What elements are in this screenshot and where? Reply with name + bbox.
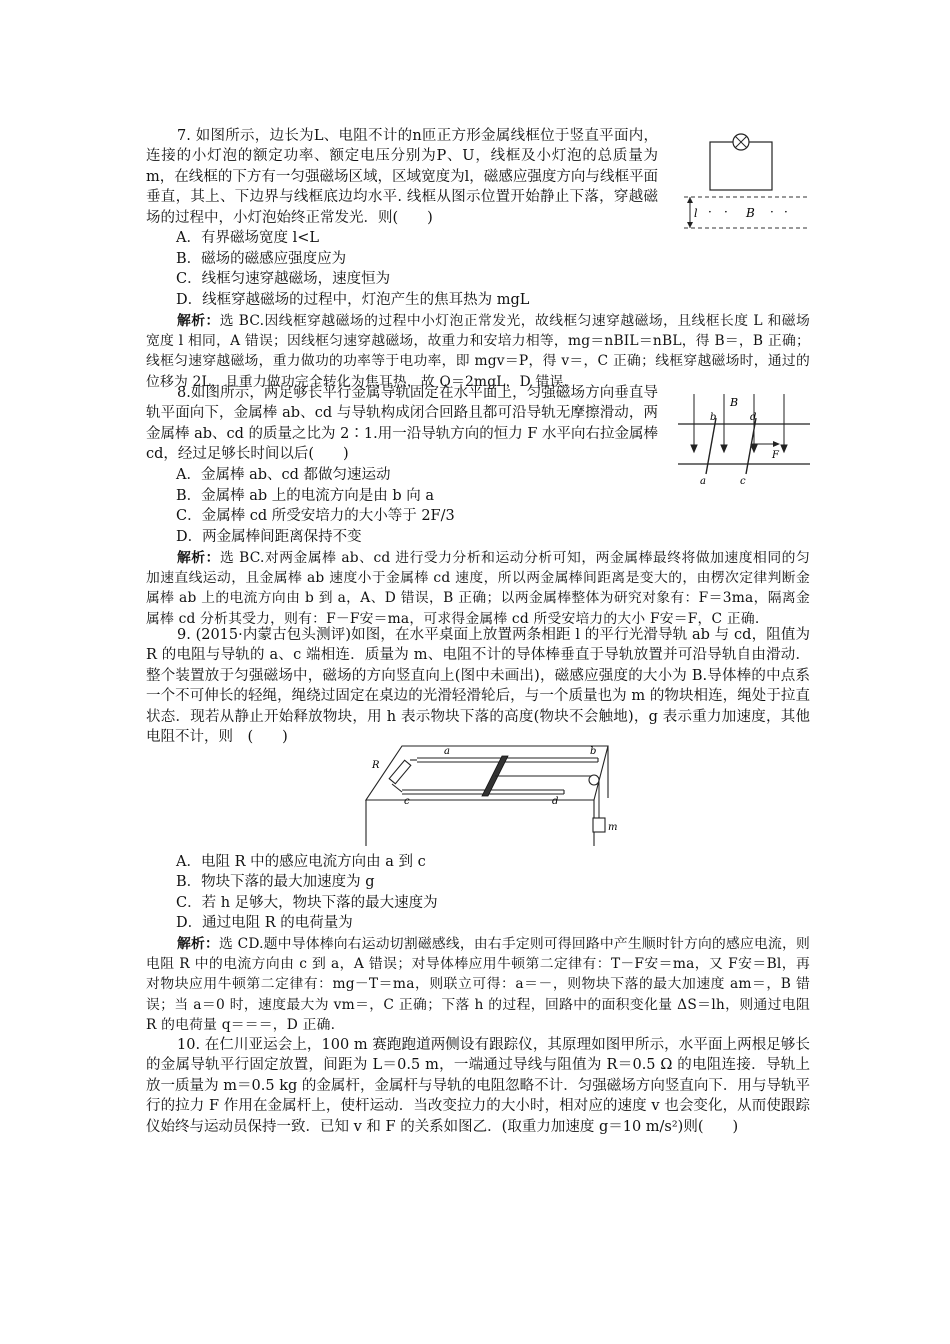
q7-option-d: D．线框穿越磁场的过程中，灯泡产生的焦耳热为 mgL [176,292,530,308]
svg-text:·: · [784,205,788,219]
q9-fig-R-label: R [372,760,380,771]
q8-fig-d-label: d [750,412,757,423]
q9-option-b: B．物块下落的最大加速度为 g [176,874,375,890]
q7-figure [680,126,810,238]
q8-fig-c-label: c [740,476,746,487]
q9-figure [362,738,628,850]
q8-option-d: D．两金属棒间距离保持不变 [176,529,362,545]
q8-fig-b-label: b [710,412,717,423]
q8-analysis-text: 选 BC.对两金属棒 ab、cd 进行受力分析和运动分析可知，两金属棒最终将做加速度相同的匀加速直线运动，且金属棒 ab 速度小于金属棒 cd 速度，所以两金属棒间距离是变大的，由楞次定律判断金属棒 ab 上的电流方向由 b 到 a，A、D 错误，B 正确；以两金属棒整体为研究对象有：F＝3ma，隔离金属棒 cd 分析其受力，则有：F－F安＝ma，可求得金属棒 cd 所受安培力的大小 F安＝F，C 正确. [146,550,810,627]
q10-stem: 10. 在仁川亚运会上，100 m 赛跑跑道两侧设有跟踪仪，其原理如图甲所示，水平面上两根足够长的金属导轨平行固定放置，间距为 L＝0.5 m，一端通过导线与阻值为 R＝0.5 Ω 的电阻连接．导轨上放一质量为 m＝0.5 kg 的金属杆，金属杆与导轨的电阻忽略不计．匀强磁场方向竖直向下．用与导轨平行的拉力 F 作用在金属杆上，使杆运动．当改变拉力的大小时，相对应的速度 v 也会变化，从而使跟踪仪始终与运动员保持一致．已知 v 和 F 的关系如图乙．(取重力加速度 g＝10 m/s²)则( ) [146,1037,810,1135]
q7-option-a: A．有界磁场宽度 l<L [176,230,319,246]
q8-fig-a-label: a [700,476,706,487]
q9-fig-b-label: b [590,746,597,757]
q9-stem: 9. (2015·内蒙古包头测评)如图，在水平桌面上放置两条相距 l 的平行光滑导轨 ab 与 cd，阻值为 R 的电阻与导轨的 a、c 端相连．质量为 m、电阻不计的导体棒垂直于导轨放置并可沿导轨自由滑动．整个装置放于匀强磁场中，磁场的方向竖直向上(图中未画出)，磁感应强度的大小为 B.导体棒的中点系一个不可伸长的轻绳，绳绕过固定在桌边的光滑轻滑轮后，与一个质量也为 m 的物块相连，绳处于拉直状态．现若从静止开始释放物块，用 h 表示物块下落的高度(物块不会触地)，g 表示重力加速度，其他电阻不计，则 ( ) [146,627,810,746]
q7-analysis-text: 选 BC.因线框穿越磁场的过程中小灯泡正常发光，故线框匀速穿越磁场，且线框长度 L 和磁场宽度 l 相同，A 错误；因线框匀速穿越磁场，故重力和安培力相等，mg＝nBIL＝nBL，得 B＝，B 正确；线框匀速穿越磁场，重力做功的功率等于电功率，即 mgv＝P，得 v＝，C 正确；线框穿越磁场时，通过的位移为 2L，且重力做功完全转化为焦耳热，故 Q＝2mgL，D 错误. [146,313,810,390]
q7-stem: 7. 如图所示，边长为L、电阻不计的n匝正方形金属线框位于竖直平面内，连接的小灯泡的额定功率、额定电压分别为P、U，线框及小灯泡的总质量为m，在线框的下方有一匀强磁场区域，区域宽度为l，磁感应强度方向与线框平面垂直，其上、下边界与线框底边均水平. 线框从图示位置开始静止下落，穿越磁场的过程中，小灯泡始终正常发光．则( ) [146,128,658,226]
q9-fig-d-label: d [552,796,559,807]
q9-fig-a-label: a [444,746,450,757]
q8-fig-F-label: F [772,450,779,461]
q8-analysis [146,548,810,629]
q9-fig-c-label: c [404,796,410,807]
q8-stem: 8.如图所示，两足够长平行金属导轨固定在水平面上，匀强磁场方向垂直导轨平面向下，金属棒 ab、cd 与导轨构成闭合回路且都可沿导轨无摩擦滑动，两金属棒 ab、cd 的质量之比为 2∶1.用一沿导轨方向的恒力 F 水平向右拉金属棒 cd，经过足够长时间以后( ) [146,385,658,463]
q8-fig-B-label: B [730,396,739,409]
q9-analysis-text: 选 CD.题中导体棒向右运动切割磁感线，由右手定则可得回路中产生顺时针方向的感应电流，则电阻 R 中的电流方向由 c 到 a，A 错误；对导体棒应用牛顿第二定律有：T－F安＝ma，又 F安＝Bl，再对物块应用牛顿第二定律有：mg－T＝ma，则联立可得：a＝－，则物块下落的最大加速度 am＝，B 错误；当 a＝0 时，速度最大为 vm＝，C 正确；下落 h 的过程，回路中的面积变化量 ΔS＝lh，则通过电阻 R 的电荷量 q＝＝＝，D 正确. [146,936,810,1033]
q7-analysis [146,311,810,392]
q9-option-d: D．通过电阻 R 的电荷量为 [176,915,353,931]
q7-fig-l-label: l [694,207,698,220]
q9-option-a: A．电阻 R 中的感应电流方向由 a 到 c [176,854,426,870]
q8-analysis-label: 解析： [177,550,220,566]
svg-text:·: · [724,205,728,219]
q9-option-c: C．若 h 足够大，物块下落的最大速度为 [176,895,438,911]
q7-fig-B-label: B [746,206,755,220]
q8-option-b: B．金属棒 ab 上的电流方向是由 b 向 a [176,488,435,504]
q8-option-c: C．金属棒 cd 所受安培力的大小等于 2F/3 [176,508,455,524]
q7-option-b: B．磁场的磁感应强度应为 [176,251,347,267]
q8-figure [676,388,812,490]
svg-text:·: · [708,205,712,219]
q8-option-a: A．金属棒 ab、cd 都做匀速运动 [176,467,391,483]
q9-analysis [146,934,810,1035]
q7-option-c: C．线框匀速穿越磁场，速度恒为 [176,271,391,287]
q7-analysis-label: 解析： [177,313,220,329]
q9-analysis-label: 解析： [177,936,220,952]
svg-text:·: · [770,205,774,219]
q9-fig-m-label: m [608,822,618,833]
